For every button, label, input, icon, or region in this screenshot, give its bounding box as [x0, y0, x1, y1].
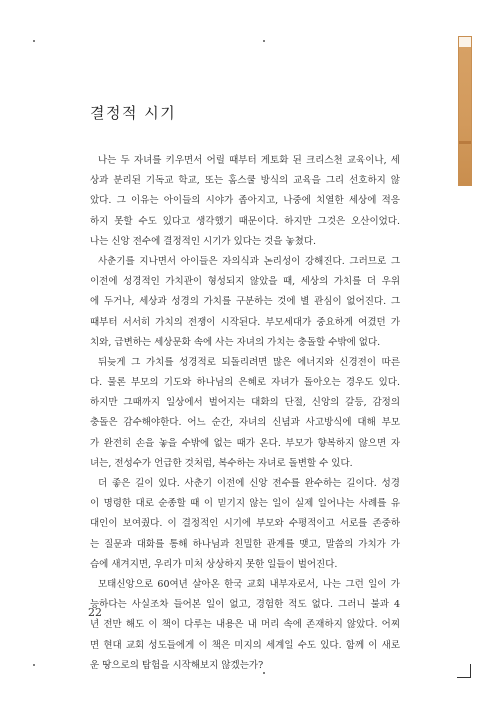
- paragraph: [90, 474, 400, 575]
- text-line: 하지 못할 수도 있다고 생각했기 때문이다. 하지만 그것은 오산이었다.: [90, 215, 400, 227]
- paragraph: [90, 252, 400, 353]
- text-line: 았다. 그 이유는 아이들의 시야가 좁아지고, 나중에 치열한 세상에 적응: [90, 195, 400, 207]
- text-line: 더 좋은 길이 있다. 사춘기 이전에 신앙 전수를 완수하는 길이다. 성경: [98, 478, 400, 489]
- crop-mark: [457, 677, 471, 678]
- section-title: 결정적 시기: [90, 104, 177, 122]
- text-line: 나는 신앙 전수에 결정적인 시기가 있다는 것을 놓쳤다.: [90, 235, 317, 247]
- text-line: 상과 분리된 기독교 학교, 또는 홈스쿨 방식의 교육을 그리 선호하지 않: [90, 175, 400, 187]
- text-line: 뒤늦게 그 가치를 성경적로 되돌리려면 많은 에너지와 신경전이 따른: [98, 356, 400, 368]
- text-line: 나는 두 자녀를 키우면서 어릴 때부터 게토화 된 크리스천 교육이나, 세: [98, 155, 400, 166]
- thumb-tab-fill: [459, 47, 471, 185]
- text-line: 녀는, 전성수가 언급한 것처럼, 복수하는 자녀로 돌변할 수 있다.: [90, 457, 353, 469]
- registration-dot: [33, 664, 35, 666]
- text-line: 이 명령한 대로 순종할 때 이 믿기지 않는 일이 실제 일어나는 사례를 유: [90, 498, 400, 510]
- text-line: 하지만 그때까지 일상에서 벌어지는 대화의 단절, 신앙의 갈등, 감정의: [90, 397, 400, 409]
- text-line: 때부터 서서히 가치의 전쟁이 시작된다. 부모세대가 중요하게 여겼던 가: [90, 316, 400, 328]
- text-line: 대인이 보여줬다. 이 결정적인 시기에 부모와 수평적이고 서로를 존중하: [90, 518, 400, 530]
- text-line: 는 질문과 대화를 통해 하나님과 친밀한 관계를 맺고, 말씀의 가치가 가: [90, 538, 400, 550]
- thumb-tab-stripe: [459, 141, 471, 144]
- chapter-thumb-tab: [458, 36, 472, 186]
- paragraph: [90, 151, 400, 252]
- text-line: 사춘기를 지나면서 아이들은 자의식과 논리성이 강해진다. 그러므로 그: [98, 255, 400, 267]
- crop-mark: [470, 664, 471, 678]
- paragraph: [90, 353, 400, 474]
- text-line: 치와, 급변하는 세상문화 속에 사는 자녀의 가치는 충돌할 수밖에 없다.: [90, 336, 381, 348]
- registration-dot: [33, 40, 35, 42]
- text-line: 에 두거나, 세상과 성경의 가치를 구분하는 것에 별 관심이 없어진다. 그: [90, 296, 400, 308]
- text-line: 년 전만 해도 이 책이 다루는 내용은 내 머리 속에 존재하지 않았다. 어찌: [90, 619, 400, 631]
- text-line: 충돌은 감수해야한다. 어느 순간, 자녀의 신념과 사고방식에 대해 부모: [90, 417, 400, 429]
- registration-dot: [263, 40, 265, 42]
- text-line: 이전에 성경적인 가치관이 형성되지 않았을 때, 세상의 가치를 더 우위: [90, 276, 400, 288]
- text-line: 능하다는 사실조차 들어본 일이 없고, 경험한 적도 없다. 그러니 불과 4: [90, 599, 400, 611]
- text-line: 모태신앙으로 60여년 살아온 한국 교회 내부자로서, 나는 그런 일이 가: [98, 578, 400, 590]
- page-number: 22: [88, 606, 102, 619]
- text-line: 가 완전히 손을 놓을 수밖에 없는 때가 온다. 부모가 향복하지 않으면 자: [90, 437, 400, 449]
- text-line: 슴에 새겨지면, 우리가 미처 상상하지 못한 일들이 벌어진다.: [90, 558, 338, 570]
- text-line: 운 땅으로의 탐험을 시작해보지 않겠는가?: [90, 659, 264, 671]
- paragraph: [90, 575, 400, 676]
- text-line: 면 현대 교회 성도들에게 이 책은 미지의 세계일 수도 있다. 함께 이 새로: [90, 639, 400, 651]
- body-text: [90, 151, 400, 676]
- text-line: 다. 물론 부모의 기도와 하나님의 은혜로 자녀가 돌아오는 경우도 있다.: [90, 377, 400, 389]
